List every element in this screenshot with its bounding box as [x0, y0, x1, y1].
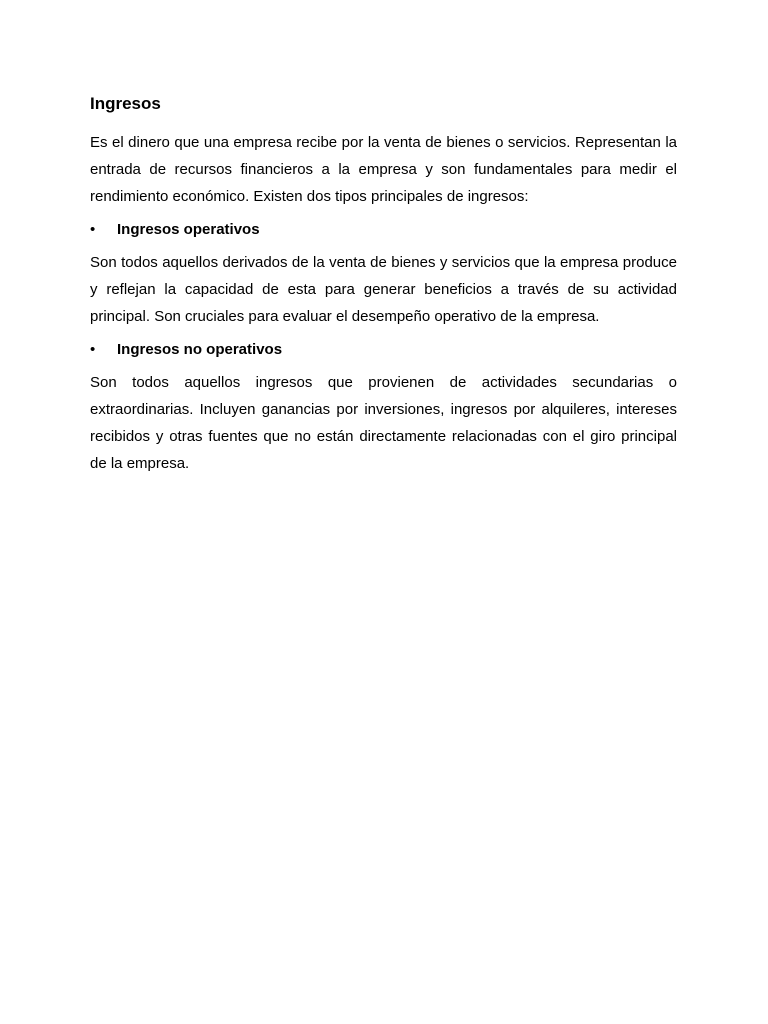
operativos-description: Son todos aquellos derivados de la venta de bienes y servicios que la empresa produce y reflejan la capacidad de esta para generar beneficios a través de su actividad principal. Son cruciales para evaluar el desempeño operativo de la empresa. [90, 254, 677, 325]
bullet-icon: • [90, 341, 96, 358]
bullet-item-no-operativos [90, 336, 677, 363]
bullet-icon: • [90, 221, 96, 238]
bullet-label: Ingresos no operativos [117, 341, 283, 358]
bullet-item-operativos [90, 216, 677, 243]
section-heading: Ingresos [90, 94, 161, 113]
no-operativos-description: Son todos aquellos ingresos que provienen de actividades secundarias o extraordinarias. Incluyen ganancias por inversiones, ingresos por alquileres, intereses recibidos y otras fuentes que no están directamente relacionadas con el giro principal de la empresa. [90, 374, 677, 472]
bullet-label: Ingresos operativos [117, 221, 260, 238]
intro-paragraph: Es el dinero que una empresa recibe por la venta de bienes o servicios. Representan la entrada de recursos financieros a la empresa y son fundamentales para medir el rendimiento económico. Existen dos tipos principales de ingresos: [90, 134, 677, 205]
document-page [90, 90, 677, 477]
